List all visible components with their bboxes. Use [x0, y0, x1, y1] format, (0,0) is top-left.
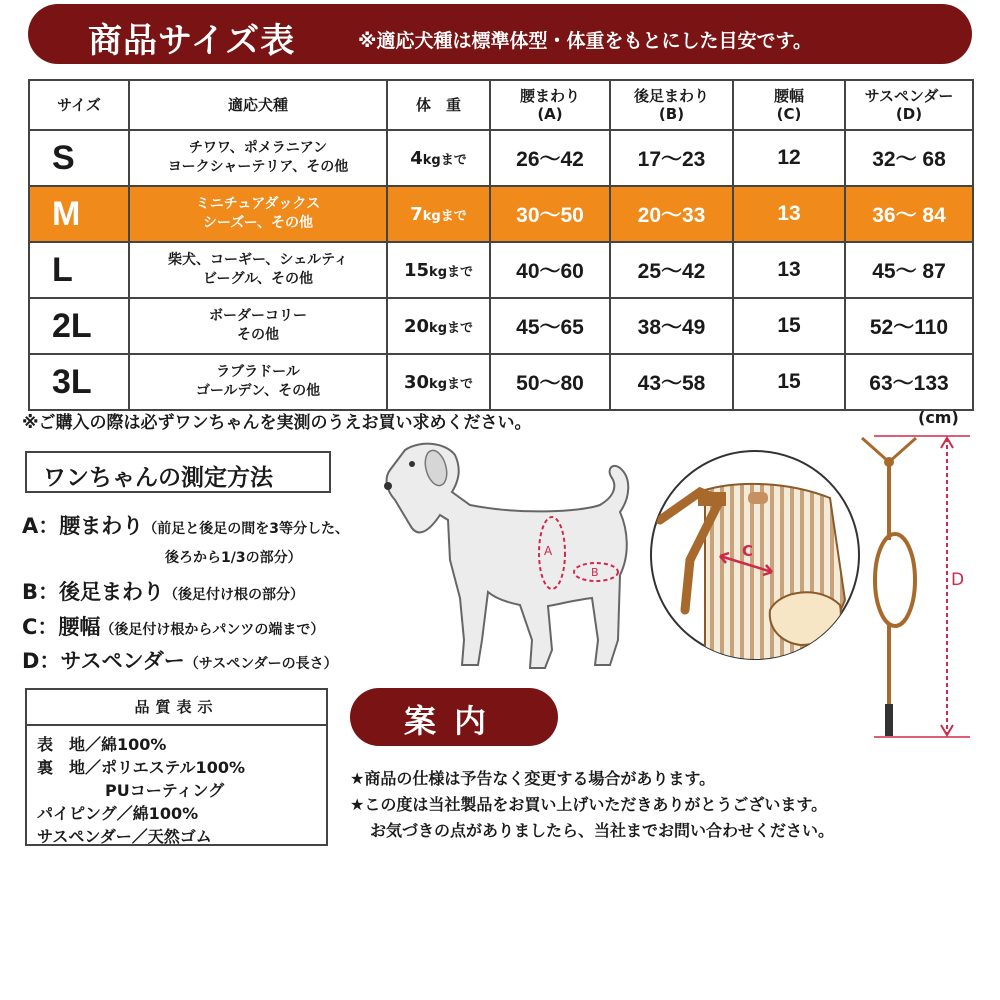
breed-cell: 柴犬、コーギー、シェルティ ビーグル、その他	[129, 242, 387, 298]
suspender-cell: 36〜 84	[845, 186, 973, 242]
method-item-a-detail: 後ろから1/3の部分）	[165, 550, 302, 566]
size-cell: 2L	[29, 298, 129, 354]
quality-row: 表 地／綿100%	[37, 735, 167, 754]
suspender-cell: 63〜133	[845, 354, 973, 410]
weight-cell: 15kgまで	[387, 242, 490, 298]
size-cell: M	[29, 186, 129, 242]
size-cell: L	[29, 242, 129, 298]
method-item-c: C：腰幅（後足付け根からパンツの端まで）	[22, 615, 325, 639]
header-suspender: サスペンダー (D)	[845, 80, 973, 130]
waist-cell: 50〜80	[490, 354, 610, 410]
hindleg-cell: 20〜33	[610, 186, 733, 242]
unit-label: (cm)	[918, 408, 959, 427]
waist-cell: 45〜65	[490, 298, 610, 354]
closeup-illustration	[651, 451, 859, 665]
waist-cell: 40〜60	[490, 242, 610, 298]
hindleg-cell: 38〜49	[610, 298, 733, 354]
method-title: ワンちゃんの測定方法	[43, 465, 273, 491]
waist-width-cell: 15	[733, 354, 845, 410]
hindleg-cell: 25〜42	[610, 242, 733, 298]
method-item-a: A：腰まわり（前足と後足の間を3等分した、	[22, 514, 350, 538]
quality-row: PUコーティング	[105, 781, 225, 800]
breed-cell: ラブラドール ゴールデン、その他	[129, 354, 387, 410]
quality-title: 品質表示	[27, 690, 326, 726]
method-item-d: D：サスペンダー（サスペンダーの長さ）	[22, 649, 338, 673]
header-size: サイズ	[29, 80, 129, 130]
header-waist-width: 腰幅 (C)	[733, 80, 845, 130]
size-cell: 3L	[29, 354, 129, 410]
waist-width-cell: 13	[733, 242, 845, 298]
breed-cell: ミニチュアダックス シーズー、その他	[129, 186, 387, 242]
header-hindleg: 後足まわり (B)	[610, 80, 733, 130]
breed-cell: チワワ、ポメラニアン ヨークシャーテリア、その他	[129, 130, 387, 186]
suspender-cell: 52〜110	[845, 298, 973, 354]
quality-row: 裏 地／ポリエステル100%	[37, 758, 245, 777]
mark-c: C	[742, 542, 754, 560]
banner-title: 商品サイズ表	[88, 21, 296, 61]
size-cell: S	[29, 130, 129, 186]
hindleg-cell: 17〜23	[610, 130, 733, 186]
mark-d: D	[951, 570, 965, 590]
waist-width-cell: 12	[733, 130, 845, 186]
weight-cell: 7kgまで	[387, 186, 490, 242]
waist-cell: 30〜50	[490, 186, 610, 242]
mark-b: B	[591, 566, 599, 579]
method-item-b: B：後足まわり（後足付け根の部分）	[22, 580, 305, 604]
banner-note: ※適応犬種は標準体型・体重をもとにした目安です。	[358, 30, 812, 52]
mark-a: A	[544, 544, 553, 558]
suspender-cell: 32〜 68	[845, 130, 973, 186]
suspender-cell: 45〜 87	[845, 242, 973, 298]
weight-cell: 30kgまで	[387, 354, 490, 410]
info-line: ★この度は当社製品をお買い上げいただきありがとうございます。	[350, 795, 828, 814]
info-line: ★商品の仕様は予告なく変更する場合があります。	[350, 769, 716, 788]
info-banner	[350, 688, 558, 746]
weight-cell: 4kgまで	[387, 130, 490, 186]
header-breed: 適応犬種	[129, 80, 387, 130]
waist-width-cell: 15	[733, 298, 845, 354]
waist-cell: 26〜42	[490, 130, 610, 186]
waist-width-cell: 13	[733, 186, 845, 242]
breed-cell: ボーダーコリー その他	[129, 298, 387, 354]
quality-label-box	[25, 688, 328, 846]
header-weight: 体 重	[387, 80, 490, 130]
quality-row: パイピング／綿100%	[37, 804, 199, 823]
dog-illustration	[384, 444, 628, 668]
hindleg-cell: 43〜58	[610, 354, 733, 410]
weight-cell: 20kgまで	[387, 298, 490, 354]
header-waist: 腰まわり (A)	[490, 80, 610, 130]
quality-row: サスペンダー／天然ゴム	[37, 827, 212, 846]
info-line: お気づきの点がありましたら、当社までお問い合わせください。	[370, 821, 835, 840]
info-title: 案内	[403, 702, 504, 740]
purchase-note: ※ご購入の際は必ずワンちゃんを実測のうえお買い求めください。	[22, 413, 532, 433]
